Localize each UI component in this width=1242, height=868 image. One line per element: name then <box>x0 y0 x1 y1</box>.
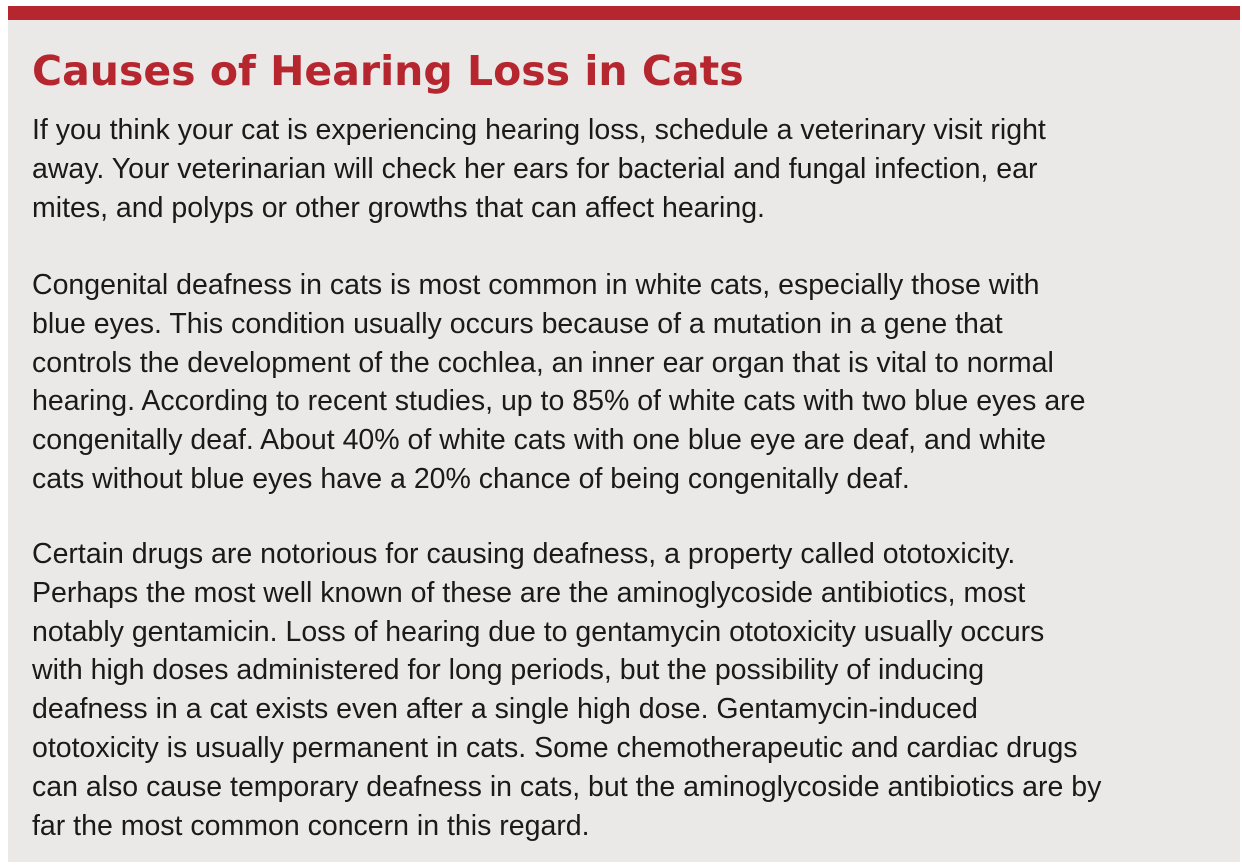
text-line: mites, and polyps or other growths that can affect hearing. <box>32 191 765 224</box>
text-line: hearing. According to recent studies, up to 85% of white cats with two blue eyes are <box>32 385 1086 418</box>
sidebar-box <box>8 6 1240 862</box>
text-line: cats without blue eyes have a 20% chance of being congenitally deaf. <box>32 462 910 495</box>
text-line: Congenital deafness in cats is most common in white cats, especially those with <box>32 269 1040 301</box>
text-line: controls the development of the cochlea, an inner ear organ that is vital to normal <box>32 346 1054 379</box>
text-line: Certain drugs are notorious for causing deafness, a property called ototoxicity. <box>32 538 1016 570</box>
text-line: with high doses administered for long periods, but the possibility of inducing <box>32 654 985 687</box>
paragraph-drugs <box>32 535 1101 845</box>
text-line: deafness in a cat exists even after a single high dose. Gentamycin-induced <box>32 693 978 726</box>
text-line: away. Your veterinarian will check her ears for bacterial and fungal infection, ear <box>32 152 1038 185</box>
text-line: far the most common concern in this regard. <box>32 809 590 842</box>
paragraph-intro <box>32 111 1046 227</box>
text-line: can also cause temporary deafness in cats, but the aminoglycoside antibiotics are by <box>32 770 1102 803</box>
article-title: Causes of Hearing Loss in Cats <box>32 47 744 95</box>
text-line: blue eyes. This condition usually occurs because of a mutation in a gene that <box>32 307 1003 340</box>
text-line: Perhaps the most well known of these are the aminoglycoside antibiotics, most <box>32 576 1026 609</box>
text-line: ototoxicity is usually permanent in cats. Some chemotherapeutic and cardiac drugs <box>32 731 1078 764</box>
paragraph-congenital <box>32 266 1086 499</box>
text-line: notably gentamicin. Loss of hearing due to gentamycin ototoxicity usually occurs <box>32 615 1045 648</box>
text-line: congenitally deaf. About 40% of white cats with one blue eye are deaf, and white <box>32 424 1047 457</box>
text-line: If you think your cat is experiencing hearing loss, schedule a veterinary visit right <box>32 114 1046 146</box>
